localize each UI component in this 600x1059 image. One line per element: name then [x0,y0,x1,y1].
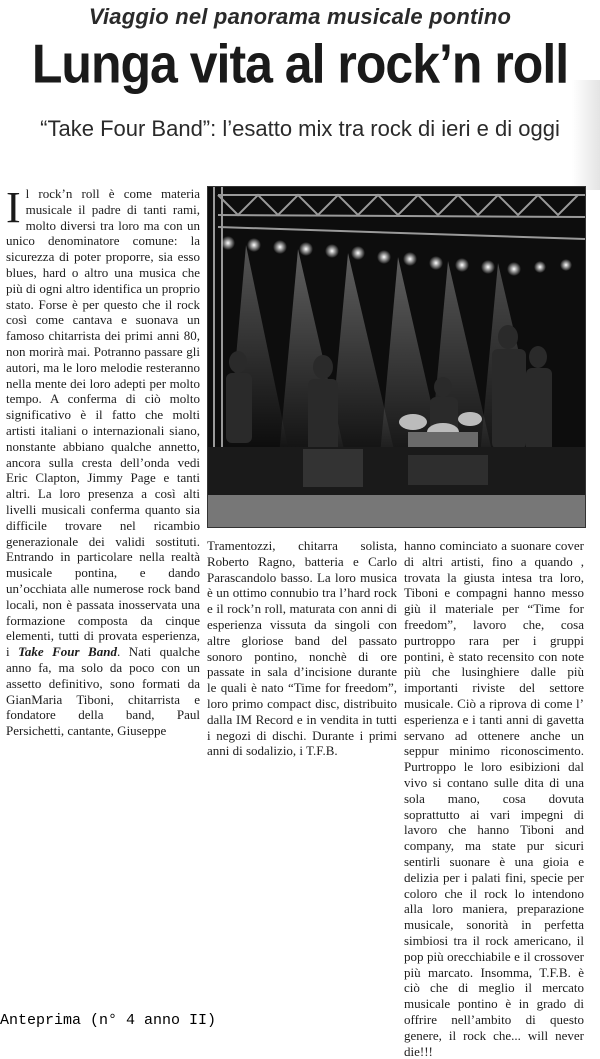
band-concert-photo [207,186,586,528]
article-column-2: Tramentozzi, chitarra solista, Roberto Ragno, batteria e Carlo Parascandolo basso. La loro musica è un ottimo connubio tra l’hard rock e il rock’n roll, maturata con anni di esperienza vissuta da singoli con altre gloriose band del passato sonoro pontino, nonchè di ore passate in sala d’incisione durante le quali è nato “Time for freedom”, loro primo compact disc, distribuito dalla IM Record e in vendita in tutti i negozi di dischi. Durante i primi anni di sodalizio, i T.F.B. [207,538,397,759]
stage-floor [208,447,585,497]
column-1-text-a: l rock’n roll è come materia musicale il padre di tanti rami, molto diversi tra loro ma con un unico denominatore comune: la sicurezza di poter proporre, sia esso blues, hard o altro una musica che più di ogni altro identifica un proprio stato. Forse è per questo che il rock così come cantava e suonava un famoso chitarrista dei primi anni 80, non morirà mai. Potranno passare gli autori, ma le loro melodie resteranno nella mente dei loro adepti per molto tempo. A conferma di ciò molto significativo è il fatto che molti artisti italiani o internazionali siano, nonstante abbiano qualche annetto, ancora sulla cresta dell’onda vedi Eric Clapton, Jimmy Page e tanti altri. La loro presenza a così alti livelli musicali conferma quanto sia difficile trovare nel ricambio generazionale dei validi sostituti. Entrando in particolare nella realtà musicale pontina, e dando un’occhiata alle numerose rock band locali, non è passata inosservata una formazione composta da cinque elementi, tutti di provata esperienza, i [6,186,200,660]
bleed-through-shade [572,80,600,190]
kicker: Viaggio nel panorama musicale pontino [88,4,512,29]
source-caption: Anteprima (n° 4 anno II) [0,1012,217,1029]
article-column-3: hanno cominciato a suonare cover di altri artisti, fino a quando , trovata la giusta intesa tra loro, Tiboni e compagni hanno messo giù il materiale per “Time for freedom”, lavoro che, cosa purtroppo rara per i gruppi pontini, è stato recensito con note più che lusinghiere dalle più importanti riviste del settore musicale. Ciò a riprova di come l’ esperienza e i tanti anni di gavetta servano ad ottenere anche un seppur minimo riconoscimento. Purtroppo le loro esibizioni dal vivo si contano sulle dita di una sola mano, cosa dovuta soprattutto ai vari impegni di lavoro che hanno Tiboni and company, ma state pur sicuri sentirli suonare è una gioia e delizia per i palati fini, specie per coloro che il rock lo intendono alla loro maniera, preparazione musicale, sonorità in perfetta simbiosi tra il rock americano, il pop più orecchiabile e il crossover più marcato. Insomma, T.F.B. è ciò che di meglio il mercato musicale pontino è in grado di offrire nell’ambito di questo genere, il rock che... will never die!!! [404,538,584,1059]
subtitle: “Take Four Band”: l’esatto mix tra rock di ieri e di oggi [40,116,560,141]
monitor-speaker [408,455,488,485]
column-1-text-b: . Nati qualche anno fa, ma solo da poco con un assetto definitivo, sono formati da GianMaria Tiboni, chitarrista e fondatore della band, Paul Persichetti, cantante, Giuseppe [6,644,200,739]
stage-front [208,495,585,527]
article-column-1 [6,183,200,739]
drop-cap: I [6,183,21,232]
headline: Lunga vita al rock’n roll [31,33,569,95]
band-name: Take Four Band [18,644,117,660]
amplifier [303,449,363,487]
concert-photo-graphic [208,187,585,527]
